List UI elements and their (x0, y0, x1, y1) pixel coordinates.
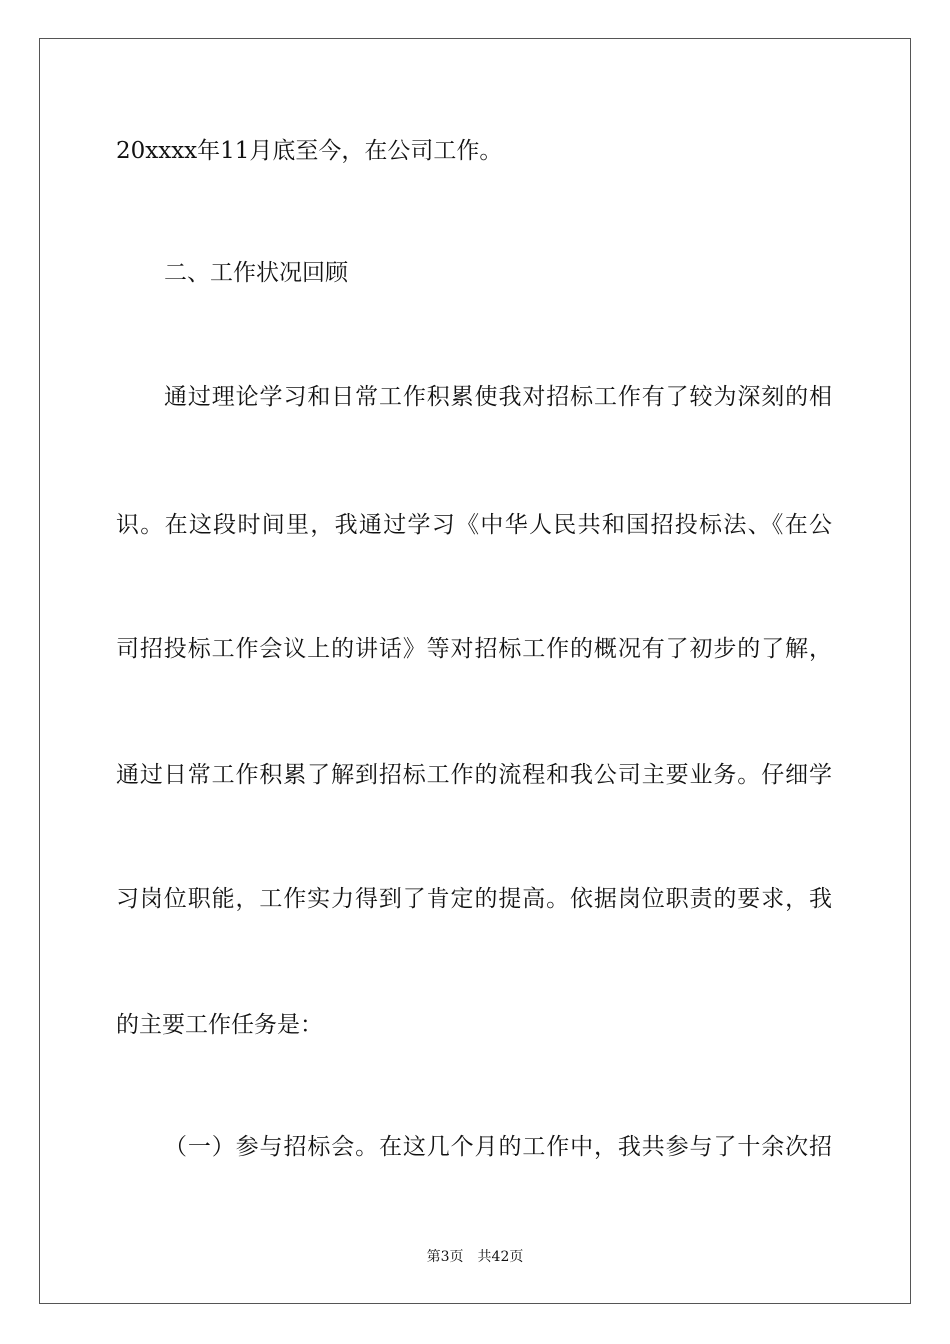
text-line-7: 习岗位职能，工作实力得到了肯定的提高。依据岗位职责的要求，我 (116, 886, 832, 912)
page-border (39, 38, 911, 1304)
text-line-4: 识。在这段时间里，我通过学习《中华人民共和国招投标法、《在公 (116, 512, 832, 538)
text-line-6: 通过日常工作积累了解到招标工作的流程和我公司主要业务。仔细学 (116, 762, 832, 788)
section-heading: 二、工作状况回顾 (164, 260, 348, 286)
text-line-1: 20xxxx年11月底至今，在公司工作。 (116, 138, 503, 164)
text-line-5: 司招投标工作会议上的讲话》等对招标工作的概况有了初步的了解， (116, 636, 832, 662)
text-line-3: 通过理论学习和日常工作积累使我对招标工作有了较为深刻的相 (164, 384, 832, 410)
page-number-footer: 第3页 共42页 (426, 1249, 524, 1265)
text-line-8: 的主要工作任务是： (116, 1012, 323, 1038)
text-line-9: （一）参与招标会。在这几个月的工作中，我共参与了十余次招 (164, 1134, 832, 1160)
